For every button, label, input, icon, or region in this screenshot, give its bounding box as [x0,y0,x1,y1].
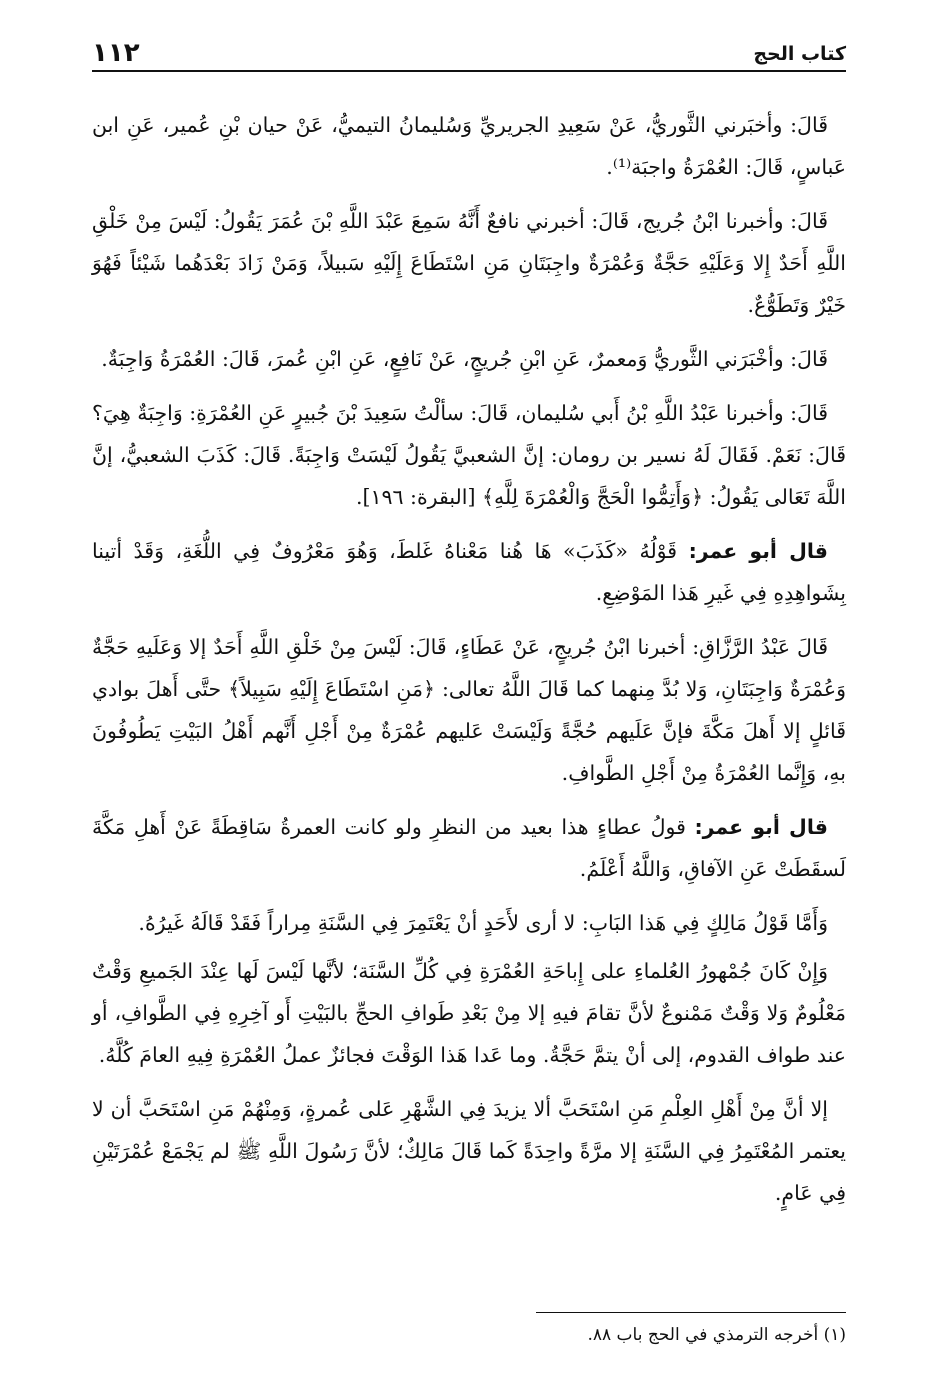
paragraph-text: وَإِنْ كَانَ جُمْهورُ العُلماءِ على إِباحَةِ العُمْرَةِ فِي كُلِّ السَّنَة؛ لأنَّها لَيْسَ لَها عِنْدَ الجَميعِ وَقْتٌ مَعْلُومٌ وَلا وَقْتٌ مَمْنوعٌ لأنَّ تقامَ فيهِ إلا مِنْ بَعْدِ طَوافِ الحجِّ بالبَيْتِ أَو آخِرِهِ فِي الطَّوافِ، أو عند طواف القدوم، إلى أنْ يتمَّ حَجَّةُ. وما عَدا هَذا الوَقْتَ فجائزٌ عملُ العُمْرَةِ فِيهِ العامَ كُلَّهُ. [92,959,846,1067]
paragraph-8 [92,902,846,944]
footnote-divider [536,1312,846,1313]
paragraph-7 [92,806,846,890]
paragraph-4 [92,392,846,518]
paragraph-text: قَالَ: وأخْبَرَني الثَّوريُّ وَمعمرٌ، عَنِ ابْنِ جُريجٍ، عَنْ نَافِعٍ، عَنِ ابْنِ عُمرَ، قَالَ: العُمْرَةُ وَاجِبَةٌ. [101,347,828,371]
paragraph-text: وَأَمَّا قَوْلُ مَالِكٍ فِي هَذا البَابِ: لا أرى لأَحَدٍ أنْ يَعْتَمِرَ فِي السَّنَةِ مِراراً فَقَدْ قَالَهُ غَيرُهُ. [138,911,828,935]
paragraph-text: إلا أنَّ مِنْ أَهْلِ العِلْمِ مَنِ اسْتَحَبَّ ألا يزيدَ فِي الشَّهْرِ عَلى عُمرةٍ، وَمِنْهُمْ مَنِ اسْتَحَبَّ أن لا يعتمر المُعْتَمِرُ فِي السَّنَةِ إلا مرَّةً واحِدَةً كَما قَالَ مَالِكٌ؛ لأنَّ رَسُولَ اللَّهِ ﷺ لم يَجْمَعْ عُمْرَتَيْنِ فِي عَامٍ. [92,1097,846,1205]
paragraph-text: قولُ عطاءٍ هذا بعيد من النظرِ ولو كانت العمرةُ سَاقِطَةً عَنْ أَهلِ مَكَّةَ لَسقَطَتْ عَنِ الآفاقِ، وَاللَّهُ أَعْلَمُ. [92,815,846,881]
paragraph-6 [92,626,846,794]
paragraph-speaker: قال أبو عمر: [694,815,828,839]
main-text [92,104,846,1226]
paragraph-text: قَالَ: وأخبرنا ابْنُ جُريج، قَالَ: أخبرني نافعٌ أَنَّهُ سَمِعَ عَبْدَ اللَّهِ بْنَ عُمَرَ يَقُولُ: لَيْسَ مِنْ خَلْقِ اللَّهِ أَحَدٌ إِلا وَعَلَيْهِ حَجَّةٌ وَعُمْرَةٌ واجِبَتَانِ مَنِ اسْتَطَاعَ إِلَيْهِ سَبيلاً، وَمَنْ زَادَ بَعْدَهُما شَيْئاً فَهُوَ خَيْرٌ وَتَطَوُّعٌ. [92,209,846,317]
paragraph-speaker: قال أبو عمر: [688,539,828,563]
paragraph-10 [92,1088,846,1214]
paragraph-text: قَالَ: وأخبرنا عَبْدُ اللَّهِ بْنُ أَبي سُليمان، قَالَ: سألْتُ سَعِيدَ بْنَ جُبيرٍ عَنِ العُمْرَةِ: وَاجِبَةٌ هِيَ؟ قَالَ: نَعَمْ. فَقَالَ لَهُ نسير بن رومان: إنَّ الشعبيَّ يَقُولُ لَيْسَتْ وَاجِبَةً. قَالَ: كَذَبَ الشعبيُّ، إنَّ اللَّهَ تَعَالى يَقُولُ: ﴿وَأَتِمُّوا الْحَجَّ وَالْعُمْرَةَ لِلَّهِ﴾ [البقرة: ١٩٦]. [92,401,846,509]
paragraph-2 [92,200,846,326]
paragraph-text: قَالَ: وأخبَرني الثَّوريُّ، عَنْ سَعِيدِ الجريريِّ وَسُليمانُ التيميُّ، عَنْ حيان بْنِ عُمير، عَنِ ابن عَباسٍ، قَالَ: العُمْرَةُ واجبَة⁽¹⁾. [92,113,846,179]
paragraph-9 [92,950,846,1076]
footnote: (١) أخرجه الترمذي في الحج باب ٨٨. [587,1325,846,1345]
page-number: ١١٢ [92,38,140,68]
paragraph-3 [92,338,846,380]
paragraph-text: قَوْلُهُ «كَذَبَ» هَا هُنا مَعْناهُ غَلطَ، وَهُوَ مَعْرُوفٌ فِي اللُّغَةِ، وَقَدْ أتينا بِشَواهِدِهِ فِي غَيرِ هَذا المَوْضِعِ. [92,539,846,605]
page-header [92,30,846,72]
paragraph-1 [92,104,846,188]
paragraph-text: قَالَ عَبْدُ الرَّزَّاقِ: أخبرنا ابْنُ جُريجٍ، عَنْ عَطَاءٍ، قَالَ: لَيْسَ مِنْ خَلْقِ اللَّهِ أَحَدٌ إلا وَعَلَيهِ حَجَّةٌ وَعُمْرَةٌ وَاجِبَتَانِ، وَلا بُدَّ مِنهما كما قَالَ اللَّهُ تعالى: ﴿مَنِ اسْتَطَاعَ إِلَيْهِ سَبِيلاً﴾ حتَّى أَهلَ بوادي قَائلٍ إلا أَهلَ مَكَّةَ فإنَّ عَلَيهم حُجَّةً وَلَيْسَتْ عَليهم عُمْرَةٌ مِنْ أَجْلِ أَنَّهم أَهْلُ البَيْتِ يَطُوفُونَ بهِ، وَإِنَّما العُمْرَةُ مِنْ أَجْلِ الطَّوافِ. [92,635,846,785]
paragraph-5 [92,530,846,614]
book-title: كتاب الحج [753,43,846,65]
